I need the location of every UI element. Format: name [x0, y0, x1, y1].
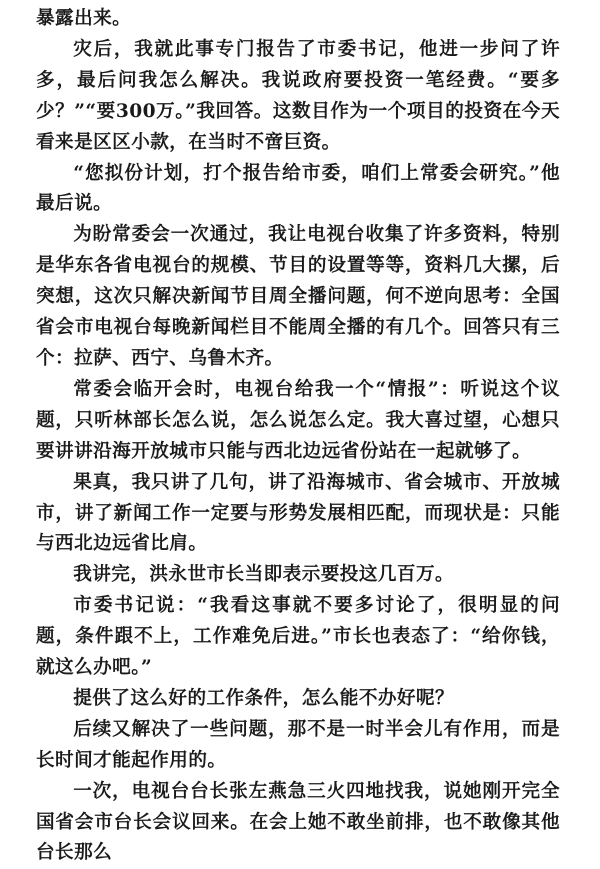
paragraph-10: 后续又解决了一些问题，那不是一时半会儿有作用，而是长时间才能起作用的。: [36, 718, 560, 771]
paragraph-11: 一次，电视台台长张左燕急三火四地找我，说她刚开完全国省会市台长会议回来。在会上她不敢坐前排，也不敢像其他台长那么: [36, 780, 560, 864]
paragraph-1: 暴露出来。: [36, 8, 132, 29]
paragraph-5: 常委会临开会时，电视台给我一个“情报”：听说这个议题，只听林部长怎么说，怎么说怎么定。我大喜过望，心想只要讲讲沿海开放城市只能与西北边远省份站在一起就够了。: [36, 378, 560, 462]
paragraph-4: 为盼常委会一次通过，我让电视台收集了许多资料，特别是华东各省电视台的规模、节目的设置等等，资料几大摞，后突想，这次只解决新闻节目周全播问题，何不逆向思考：全国省会市电视台每晚新闻栏目不能周全播的有几个。回答只有三个：拉萨、西宁、乌鲁木齐。: [36, 224, 560, 369]
paragraph-8: 市委书记说：“我看这事就不要多讨论了，很明显的问题，条件跟不上，工作难免后进。”市长也表态了：“给你钱，就这么办吧。”: [36, 595, 560, 679]
paragraph-3: “您拟份计划，打个报告给市委，咱们上常委会研究。”他最后说。: [36, 162, 560, 215]
paragraph-9: 提供了这么好的工作条件，怎么能不办好呢？: [73, 687, 455, 709]
paragraph-6: 果真，我只讲了几句，讲了沿海城市、省会城市、开放城市，讲了新闻工作一定要与形势发展相匹配，而现状是：只能与西北边远省比肩。: [36, 471, 560, 555]
document-page: [36, 4, 560, 869]
paragraph-2: 灾后，我就此事专门报告了市委书记，他进一步问了许多，最后问我怎么解决。我说政府要投资一笔经费。“要多少？”“要300万。”我回答。这数目作为一个项目的投资在今天看来是区区小款，在当时不啻巨资。: [36, 38, 560, 153]
paragraph-7: 我讲完，洪永世市长当即表示要投这几百万。: [73, 564, 455, 586]
